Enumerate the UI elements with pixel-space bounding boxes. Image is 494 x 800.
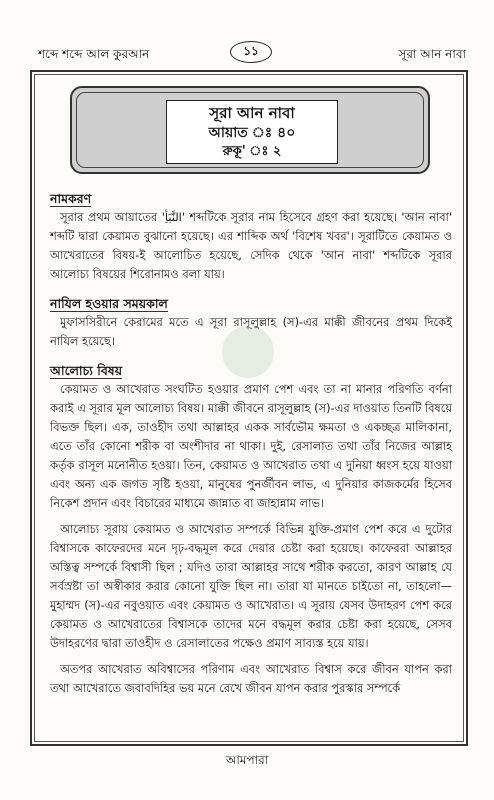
section-heading-subject: আলোচ্য বিষয়: [50, 363, 123, 378]
surah-title-panel: [166, 100, 338, 164]
page-frame: [30, 70, 468, 746]
section-paragraph: মুফাসসিরীনে কেরামের মতে এ সূরা রাসূলুল্লাহ (স)-এর মাক্কী জীবনের প্রথম দিকেই নাযিল হয়েছে।: [50, 315, 452, 348]
section-paragraph: কেয়ামত ও আখেরাত সংঘটিত হওয়ার প্রমাণ পেশ এবং তা না মানার পরিণতি বর্ণনা করাই এ সূরার মূল আলোচ্য বিষয়। মাক্কী জীবনে রাসূলুল্লাহ (স)-এর দাওয়াত তিনটি বিষয়ে বিভক্ত ছিল। এক, তাওহীদ তথা আল্লাহর একক সার্বভৌম ক্ষমতা ও একচ্ছত্র মালিকানা, এতে তাঁর কোনো শরীক বা অংশীদার না থাকা। দুই, রেসালাত তথা তাঁর নিজের আল্লাহ কর্তৃক রাসূল মনোনীত হওয়া। তিন, কেয়ামত ও আখেরাত তথা এ দুনিয়া ধ্বংস হয়ে যাওয়া এবং অন্য এক জগত সৃষ্টি হওয়া, মানুষের পুনর্জীবন লাভ, এ দুনিয়ার কাজকর্মের হিসেব নিকেশ প্রদান এবং বিচারের মাধ্যমে জান্নাত বা জাহান্নাম লাভ।: [50, 382, 452, 510]
section-paragraph: আলোচ্য সূরায় কেয়ামত ও আখেরাত সম্পর্কে বিভিন্ন যুক্তি-প্রমাণ পেশ করে এ দুটোর বিশ্বাসকে কাফেরদের মনে দৃঢ়-বদ্ধমূল করে দেয়ার চেষ্টা করা হয়েছে। কাফেররা আল্লাহর অস্তিত্ব সম্পর্কে বিশ্বাসী ছিল ; যদিও তারা আল্লাহর সাথে শরীক করতো, কারণ আল্লাহ যে সর্বস্রষ্টা তা অস্বীকার করার কোনো যুক্তি ছিল না। তারা যা মানতে চাইতো না, তাহলো—মুহাম্মদ (স)-এর নবুওয়াত এবং কেয়ামত ও আখেরাত। এ সূরায় যেসব উদাহরণ পেশ করে কেয়ামত ও আখেরাতের বিশ্বাসকে তাদের মনে বদ্ধমূল করার চেষ্টা করা হয়েছে, সেসব উদাহরণের দ্বারা তাওহীদ ও রেসালাতের পক্ষেও প্রমাণ সাব্যস্ত হয়ে যায়।: [50, 522, 452, 650]
watermark-logo: [222, 326, 274, 378]
section-heading-revelation: নাযিল হওয়ার সময়কাল: [50, 296, 168, 311]
page-footer: আমপারা: [225, 753, 269, 767]
header-surah-name: সূরা আন নাবা: [398, 47, 466, 61]
ruku-count: রুকূ' ঃ ২: [222, 144, 282, 159]
page-content: [50, 186, 452, 698]
surah-title-box: [70, 86, 430, 174]
header-book-title: শব্দে শব্দে আল কুরআন: [38, 47, 150, 61]
surah-name: সূরা আন নাবা: [209, 104, 295, 122]
section-heading-naming: নামকরণ: [50, 191, 92, 206]
ayat-count: আয়াত ঃ ৪০: [208, 125, 296, 141]
section-paragraph: অতপর আখেরাত অবিশ্বাসের পরিণাম এবং আখেরাত বিশ্বাস করে জীবন যাপন করা তথা আখেরাতে জবাবদিহির ভয় মনে রেখে জীবন যাপন করার পুরস্কার সম্পর্কে: [50, 662, 452, 695]
page-header: [30, 40, 472, 68]
section-paragraph: সূরার প্রথম আয়াতের 'النَّبَأِ' শব্দটিকে সূরার নাম হিসেবে গ্রহণ করা হয়েছে। 'আন নাবা' শব্দটি দ্বারা কেয়ামত বুঝানো হয়েছে। এর শাব্দিক অর্থ 'বিশেষ খবর'। সূরাটিতে কেয়ামত ও আখেরাতের বিষয়-ই আলোচিত হয়েছে, সেদিক থেকে 'আন নাবা' শব্দটিকে সূরার আলোচ্য বিষয়ের শিরোনামও বলা যায়।: [50, 210, 452, 281]
page-number: ১১: [230, 41, 272, 63]
